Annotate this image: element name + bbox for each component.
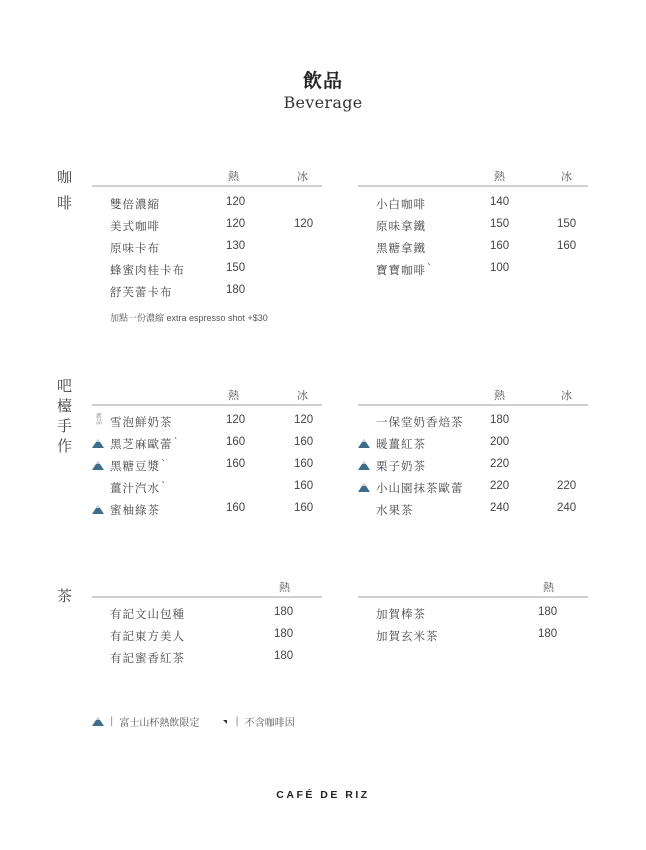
legend: | 富士山杯熱飲限定 | 不含咖啡因 <box>92 714 295 729</box>
price-hot: 180 <box>274 650 294 662</box>
menu-item: 有記蜜香紅茶 180 <box>110 650 294 665</box>
fuji-cup-icon <box>92 439 104 448</box>
price-hot: 100 <box>490 262 510 274</box>
menu-item: 原味拿鐵 150 150 <box>376 218 577 233</box>
tea-right-column <box>358 576 588 646</box>
hot-header: 熱 <box>228 389 239 402</box>
price-ice: 120 <box>294 218 314 230</box>
price-ice: 120 <box>294 414 314 426</box>
price-ice: 160 <box>294 480 314 492</box>
price-hot: 160 <box>226 436 246 448</box>
section-label-bar: 吧 檯 手 作 <box>57 377 73 455</box>
price-ice: 160 <box>294 458 314 470</box>
menu-item: 加賀玄米茶 180 <box>376 628 558 643</box>
fuji-cup-icon <box>92 505 104 514</box>
column-header <box>358 384 588 406</box>
menu-item: 蜂蜜肉桂卡布 150 <box>110 262 246 277</box>
coffee-left-column <box>92 165 322 302</box>
column-header <box>358 165 588 187</box>
decaf-mark-icon: ` <box>161 481 167 492</box>
ice-header: 冰 <box>561 170 572 183</box>
menu-item: 有記東方美人 180 <box>110 628 294 643</box>
column-header <box>358 576 588 598</box>
menu-item: 舒芙蕾卡布 180 <box>110 284 246 299</box>
section-label-coffee: 咖 啡 <box>57 168 73 212</box>
menu-item: 美式咖啡 120 120 <box>110 218 314 233</box>
column-header <box>92 576 322 598</box>
price-hot: 120 <box>226 218 246 230</box>
price-hot: 240 <box>490 502 510 514</box>
menu-item: 黑糖拿鐵 160 160 <box>376 240 577 255</box>
price-hot: 180 <box>274 606 294 618</box>
column-header <box>92 384 322 406</box>
price-ice: 160 <box>294 502 314 514</box>
espresso-shot-note: 加點一份濃縮 extra espresso shot +$30 <box>110 313 268 323</box>
price-hot: 130 <box>226 240 246 252</box>
menu-item: 一保堂奶香焙茶 180 <box>376 414 510 429</box>
menu-item: 小白咖啡 140 <box>376 196 510 211</box>
page-title-zh: 飲品 <box>302 70 343 92</box>
fuji-cup-icon <box>358 439 370 448</box>
decaf-mark-icon: ` <box>427 263 433 274</box>
price-hot: 180 <box>274 628 294 640</box>
menu-item: 栗子奶茶 220 <box>358 454 588 476</box>
decaf-mark-icon: ` <box>173 437 180 448</box>
fuji-cup-icon <box>92 461 104 470</box>
ice-header: 冰 <box>561 389 572 402</box>
menu-item: 寶寶咖啡` 100 <box>376 262 510 277</box>
menu-item: 雙倍濃縮 120 <box>110 196 246 211</box>
bar-left-column <box>92 384 322 520</box>
coffee-right-column <box>358 165 588 280</box>
price-hot: 140 <box>490 196 510 208</box>
column-header <box>92 165 322 187</box>
price-hot: 200 <box>490 436 510 448</box>
ice-header: 冰 <box>297 389 308 402</box>
brand-logo: CAFÉ DE RIZ <box>276 789 370 801</box>
tea-left-column <box>92 576 322 668</box>
price-hot: 180 <box>226 284 246 296</box>
bar-right-column <box>358 384 588 520</box>
decaf-mark-icon <box>223 720 227 724</box>
price-hot: 180 <box>538 628 558 640</box>
menu-item: 小山園抹茶歐蕾 220 220 <box>358 476 588 498</box>
hot-header: 熱 <box>279 581 290 594</box>
menu-item: 暖薑紅茶 200 <box>358 432 588 454</box>
price-hot: 120 <box>226 196 246 208</box>
price-hot: 150 <box>490 218 510 230</box>
page-title-en: Beverage <box>283 93 363 112</box>
price-ice: 240 <box>557 502 577 514</box>
fuji-cup-icon <box>92 717 104 726</box>
fuji-cup-icon <box>358 461 370 470</box>
ice-header: 冰 <box>297 170 308 183</box>
price-ice: 220 <box>557 480 577 492</box>
price-hot: 160 <box>226 502 246 514</box>
price-hot: 220 <box>490 480 510 492</box>
menu-item: 加賀棒茶 180 <box>376 606 558 621</box>
price-ice: 160 <box>294 436 314 448</box>
menu-item: 黑糖豆漿` 160 160 <box>92 454 322 476</box>
legend-decaf-label: 不含咖啡因 <box>244 718 295 729</box>
menu-item: 黑芝麻歐蕾` 160 160 <box>92 432 322 454</box>
price-hot: 180 <box>490 414 510 426</box>
menu-item: 有記文山包種 180 <box>110 606 294 621</box>
price-hot: 180 <box>538 606 558 618</box>
price-hot: 120 <box>226 414 246 426</box>
fuji-cup-icon <box>358 483 370 492</box>
section-label-tea: 茶 <box>57 587 73 605</box>
hot-header: 熱 <box>494 170 505 183</box>
decaf-mark-icon: ` <box>161 459 167 470</box>
menu-item: 水果茶 240 240 <box>376 502 577 517</box>
menu-item: 原味卡布 130 <box>110 240 246 255</box>
price-hot: 160 <box>490 240 510 252</box>
price-hot: 150 <box>226 262 246 274</box>
menu-item: 蜜柚綠茶 160 160 <box>92 498 322 520</box>
price-ice: 160 <box>557 240 577 252</box>
hot-header: 熱 <box>494 389 505 402</box>
legend-fuji-label: 富士山杯熱飲限定 <box>119 718 200 729</box>
new-badge: 新品 <box>95 413 102 426</box>
price-ice: 150 <box>557 218 577 230</box>
price-hot: 220 <box>490 458 510 470</box>
menu-item: 薑汁汽水` 160 <box>110 480 314 495</box>
menu-item: 新品 雪泡鮮奶茶 120 120 <box>95 413 314 429</box>
hot-header: 熱 <box>543 581 554 594</box>
hot-header: 熱 <box>228 170 239 183</box>
price-hot: 160 <box>226 458 246 470</box>
